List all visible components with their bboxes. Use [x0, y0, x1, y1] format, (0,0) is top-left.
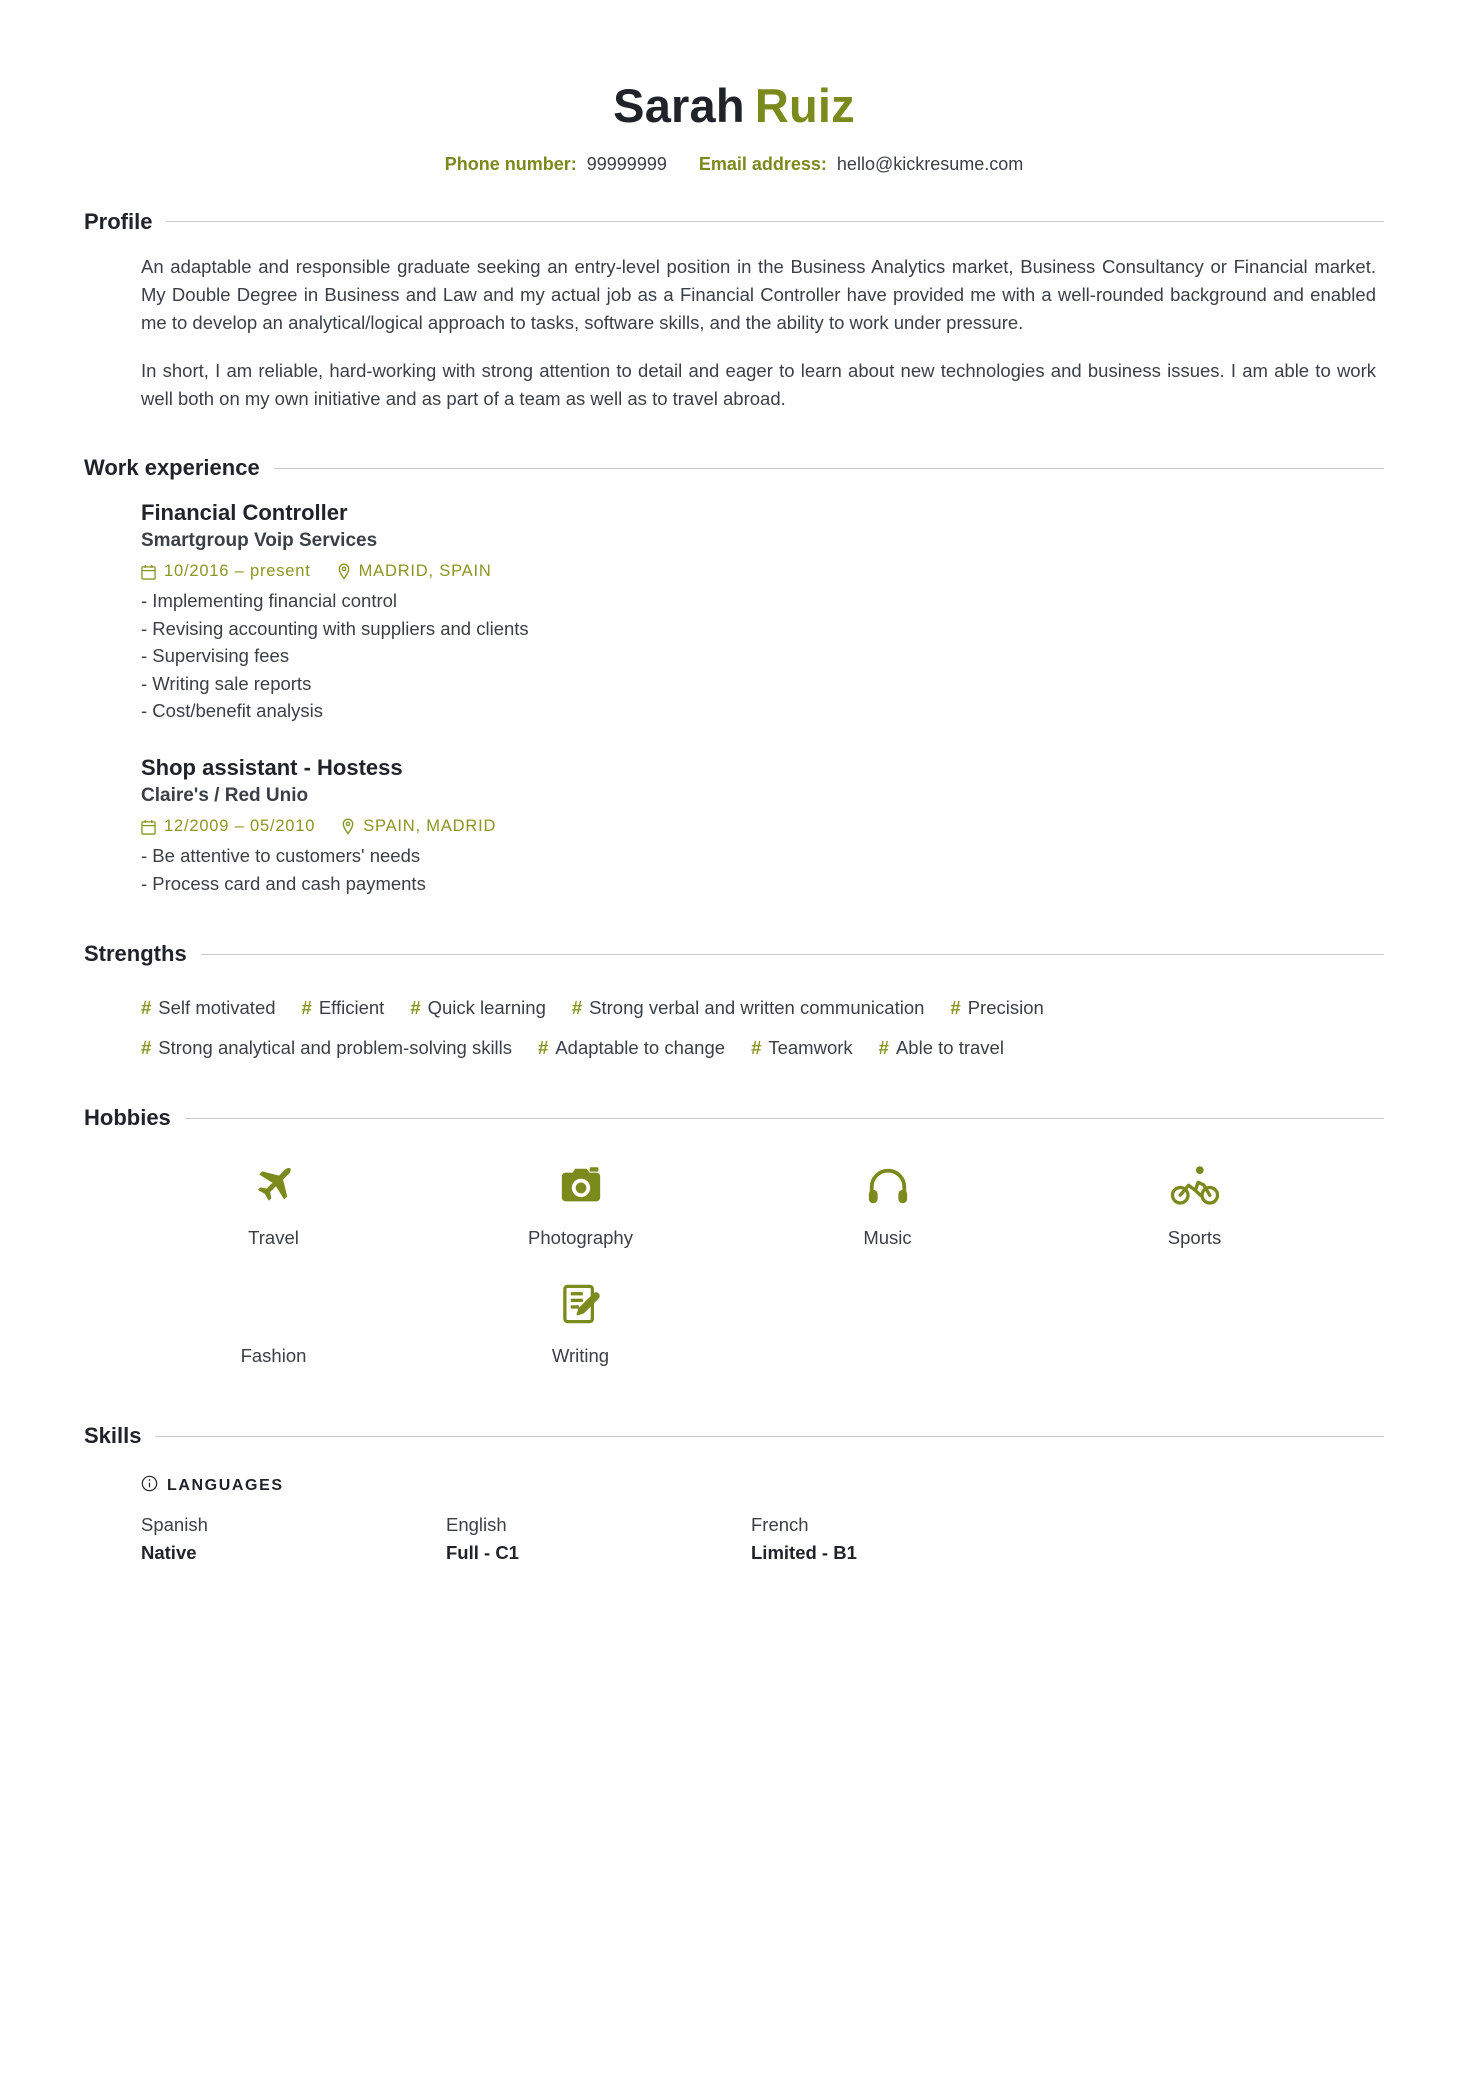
- hobby-label: Photography: [528, 1227, 633, 1249]
- profile-paragraph-1: An adaptable and responsible graduate seeking an entry-level position in the Business Analytics market, Business Consultancy or Financial market. My Double Degree in Business and Law and my actual job as a Financial Controller have provided me with a well-rounded background and enabled me to develop an analytical/logical approach to tasks, software skills, and the ability to work under pressure.: [141, 255, 1376, 333]
- strength-label: Self motivated: [158, 997, 276, 1019]
- section-title-skills: Skills: [84, 1423, 142, 1449]
- contact-row: [84, 154, 1384, 175]
- job-title: Shop assistant - Hostess: [141, 755, 403, 781]
- section-divider: [185, 1118, 1384, 1119]
- section-title-work-experience: Work experience: [84, 455, 260, 481]
- headphones-icon: [734, 1157, 1041, 1215]
- language-item: [141, 1511, 446, 1567]
- job-bullet: - Process card and cash payments: [141, 872, 426, 894]
- cycling-icon: [1041, 1157, 1348, 1215]
- job-title: Financial Controller: [141, 500, 348, 526]
- job-bullets: [141, 842, 1376, 897]
- strength-item: [879, 1037, 1004, 1059]
- language-name: Spanish: [141, 1514, 208, 1536]
- strength-label: Teamwork: [768, 1037, 853, 1059]
- hobby-label: Music: [863, 1227, 912, 1249]
- language-name: English: [446, 1514, 507, 1536]
- hash-icon: #: [141, 1037, 152, 1059]
- strength-label: Strong verbal and written communication: [589, 997, 925, 1019]
- job-entry: [141, 499, 1376, 724]
- section-profile: [84, 209, 1384, 414]
- hobby-label: Fashion: [240, 1345, 307, 1367]
- section-hobbies: [84, 1105, 1384, 1393]
- location-pin-icon: [341, 818, 355, 835]
- job-entry: [141, 754, 1376, 897]
- first-name: Sarah: [613, 79, 745, 132]
- section-head-work-experience: [84, 455, 1384, 481]
- section-divider: [201, 954, 1384, 955]
- camera-icon: [427, 1157, 734, 1215]
- hobbies-grid: [120, 1157, 1348, 1393]
- job-meta: [141, 817, 1376, 836]
- hobby-item-writing: [427, 1275, 734, 1367]
- hash-icon: #: [571, 997, 583, 1019]
- strength-label: Precision: [967, 997, 1044, 1019]
- location-pin-icon: [337, 563, 351, 580]
- calendar-icon: [141, 564, 156, 580]
- job-bullet: - Writing sale reports: [141, 672, 312, 694]
- language-level: Native: [141, 1541, 197, 1563]
- hash-icon: #: [141, 997, 152, 1019]
- section-head-hobbies: [84, 1105, 1384, 1131]
- strength-item: [302, 997, 385, 1019]
- section-divider: [274, 468, 1384, 469]
- strength-label: Adaptable to change: [555, 1037, 726, 1059]
- section-strengths: [84, 941, 1384, 1059]
- job-dates: 12/2009 – 05/2010: [164, 817, 316, 836]
- strength-item: [572, 997, 925, 1019]
- hash-icon: #: [950, 997, 961, 1019]
- job-bullet: - Revising accounting with suppliers and clients: [141, 617, 529, 639]
- section-divider: [166, 221, 1384, 222]
- job-location: MADRID, SPAIN: [358, 562, 492, 581]
- section-work-experience: [84, 455, 1384, 897]
- section-body-skills: [84, 1475, 1384, 1567]
- hobby-item-photography: [427, 1157, 734, 1249]
- hobby-item-travel: [120, 1157, 427, 1249]
- fashion-icon: [120, 1275, 427, 1333]
- strength-label: Able to travel: [895, 1037, 1004, 1059]
- profile-paragraph-2: In short, I am reliable, hard-working with strong attention to detail and eager to learn about new technologies and business issues. I am able to work well both on my own initiative and as part of a team as well as to travel abroad.: [141, 360, 1376, 410]
- strength-item: [141, 1037, 512, 1059]
- language-item: [446, 1511, 751, 1567]
- phone-value: 99999999: [586, 153, 667, 174]
- section-head-skills: [84, 1423, 1384, 1449]
- hobby-item-music: [734, 1157, 1041, 1249]
- skill-group-languages: [141, 1475, 1376, 1497]
- hobby-item-fashion: [120, 1275, 427, 1367]
- section-head-strengths: [84, 941, 1384, 967]
- job-company: Smartgroup Voip Services: [141, 529, 378, 551]
- section-head-profile: [84, 209, 1384, 235]
- hash-icon: #: [301, 997, 312, 1019]
- job-bullet: - Supervising fees: [141, 645, 290, 667]
- strength-row: [141, 1037, 1376, 1059]
- section-divider: [155, 1436, 1384, 1437]
- job-bullet: - Cost/benefit analysis: [141, 699, 324, 721]
- hash-icon: #: [751, 1037, 762, 1059]
- section-body-profile: [84, 253, 1384, 414]
- strength-item: [410, 997, 546, 1019]
- section-skills: [84, 1423, 1384, 1567]
- section-title-profile: Profile: [84, 208, 153, 234]
- hobby-label: Writing: [551, 1345, 610, 1367]
- info-icon: [141, 1475, 158, 1497]
- strength-item: [950, 997, 1043, 1019]
- resume-header: [84, 80, 1384, 175]
- last-name: Ruiz: [754, 79, 855, 132]
- section-title-strengths: Strengths: [84, 941, 187, 967]
- section-body-work-experience: [84, 499, 1384, 897]
- strength-item: [751, 1037, 853, 1059]
- section-title-hobbies: Hobbies: [84, 1105, 171, 1131]
- job-company: Claire's / Red Unio: [141, 784, 309, 806]
- job-bullet: - Implementing financial control: [141, 590, 398, 612]
- plane-icon: [120, 1157, 427, 1215]
- strength-item: [538, 1037, 725, 1059]
- job-location: SPAIN, MADRID: [363, 817, 497, 836]
- hash-icon: #: [538, 1037, 549, 1059]
- job-dates: 10/2016 – present: [164, 562, 311, 581]
- strength-label: Efficient: [318, 997, 385, 1019]
- job-bullets: [141, 587, 1376, 724]
- job-bullet: - Be attentive to customers' needs: [141, 845, 421, 867]
- hobby-label: Sports: [1167, 1227, 1222, 1249]
- strength-row: [141, 997, 1376, 1019]
- hobby-item-sports: [1041, 1157, 1348, 1249]
- phone-label: Phone number:: [444, 153, 577, 174]
- strength-label: Strong analytical and problem-solving skills: [158, 1037, 513, 1059]
- calendar-icon: [141, 819, 156, 835]
- section-body-strengths: [84, 997, 1384, 1059]
- hobby-label: Travel: [248, 1227, 299, 1249]
- strength-label: Quick learning: [427, 997, 546, 1019]
- language-level: Full - C1: [446, 1541, 519, 1563]
- hash-icon: #: [878, 1037, 889, 1059]
- language-name: French: [751, 1514, 809, 1536]
- hash-icon: #: [410, 997, 421, 1019]
- section-body-hobbies: [84, 1157, 1384, 1393]
- candidate-name: [84, 80, 1384, 132]
- language-level: Limited - B1: [751, 1541, 857, 1563]
- email-label: Email address:: [698, 153, 827, 174]
- language-item: [751, 1511, 1056, 1567]
- job-meta: [141, 562, 1376, 581]
- strength-item: [141, 997, 276, 1019]
- skill-group-title: LANGUAGES: [167, 1477, 284, 1495]
- languages-grid: [141, 1511, 1376, 1567]
- writing-icon: [427, 1275, 734, 1333]
- email-value[interactable]: hello@kickresume.com: [836, 153, 1024, 174]
